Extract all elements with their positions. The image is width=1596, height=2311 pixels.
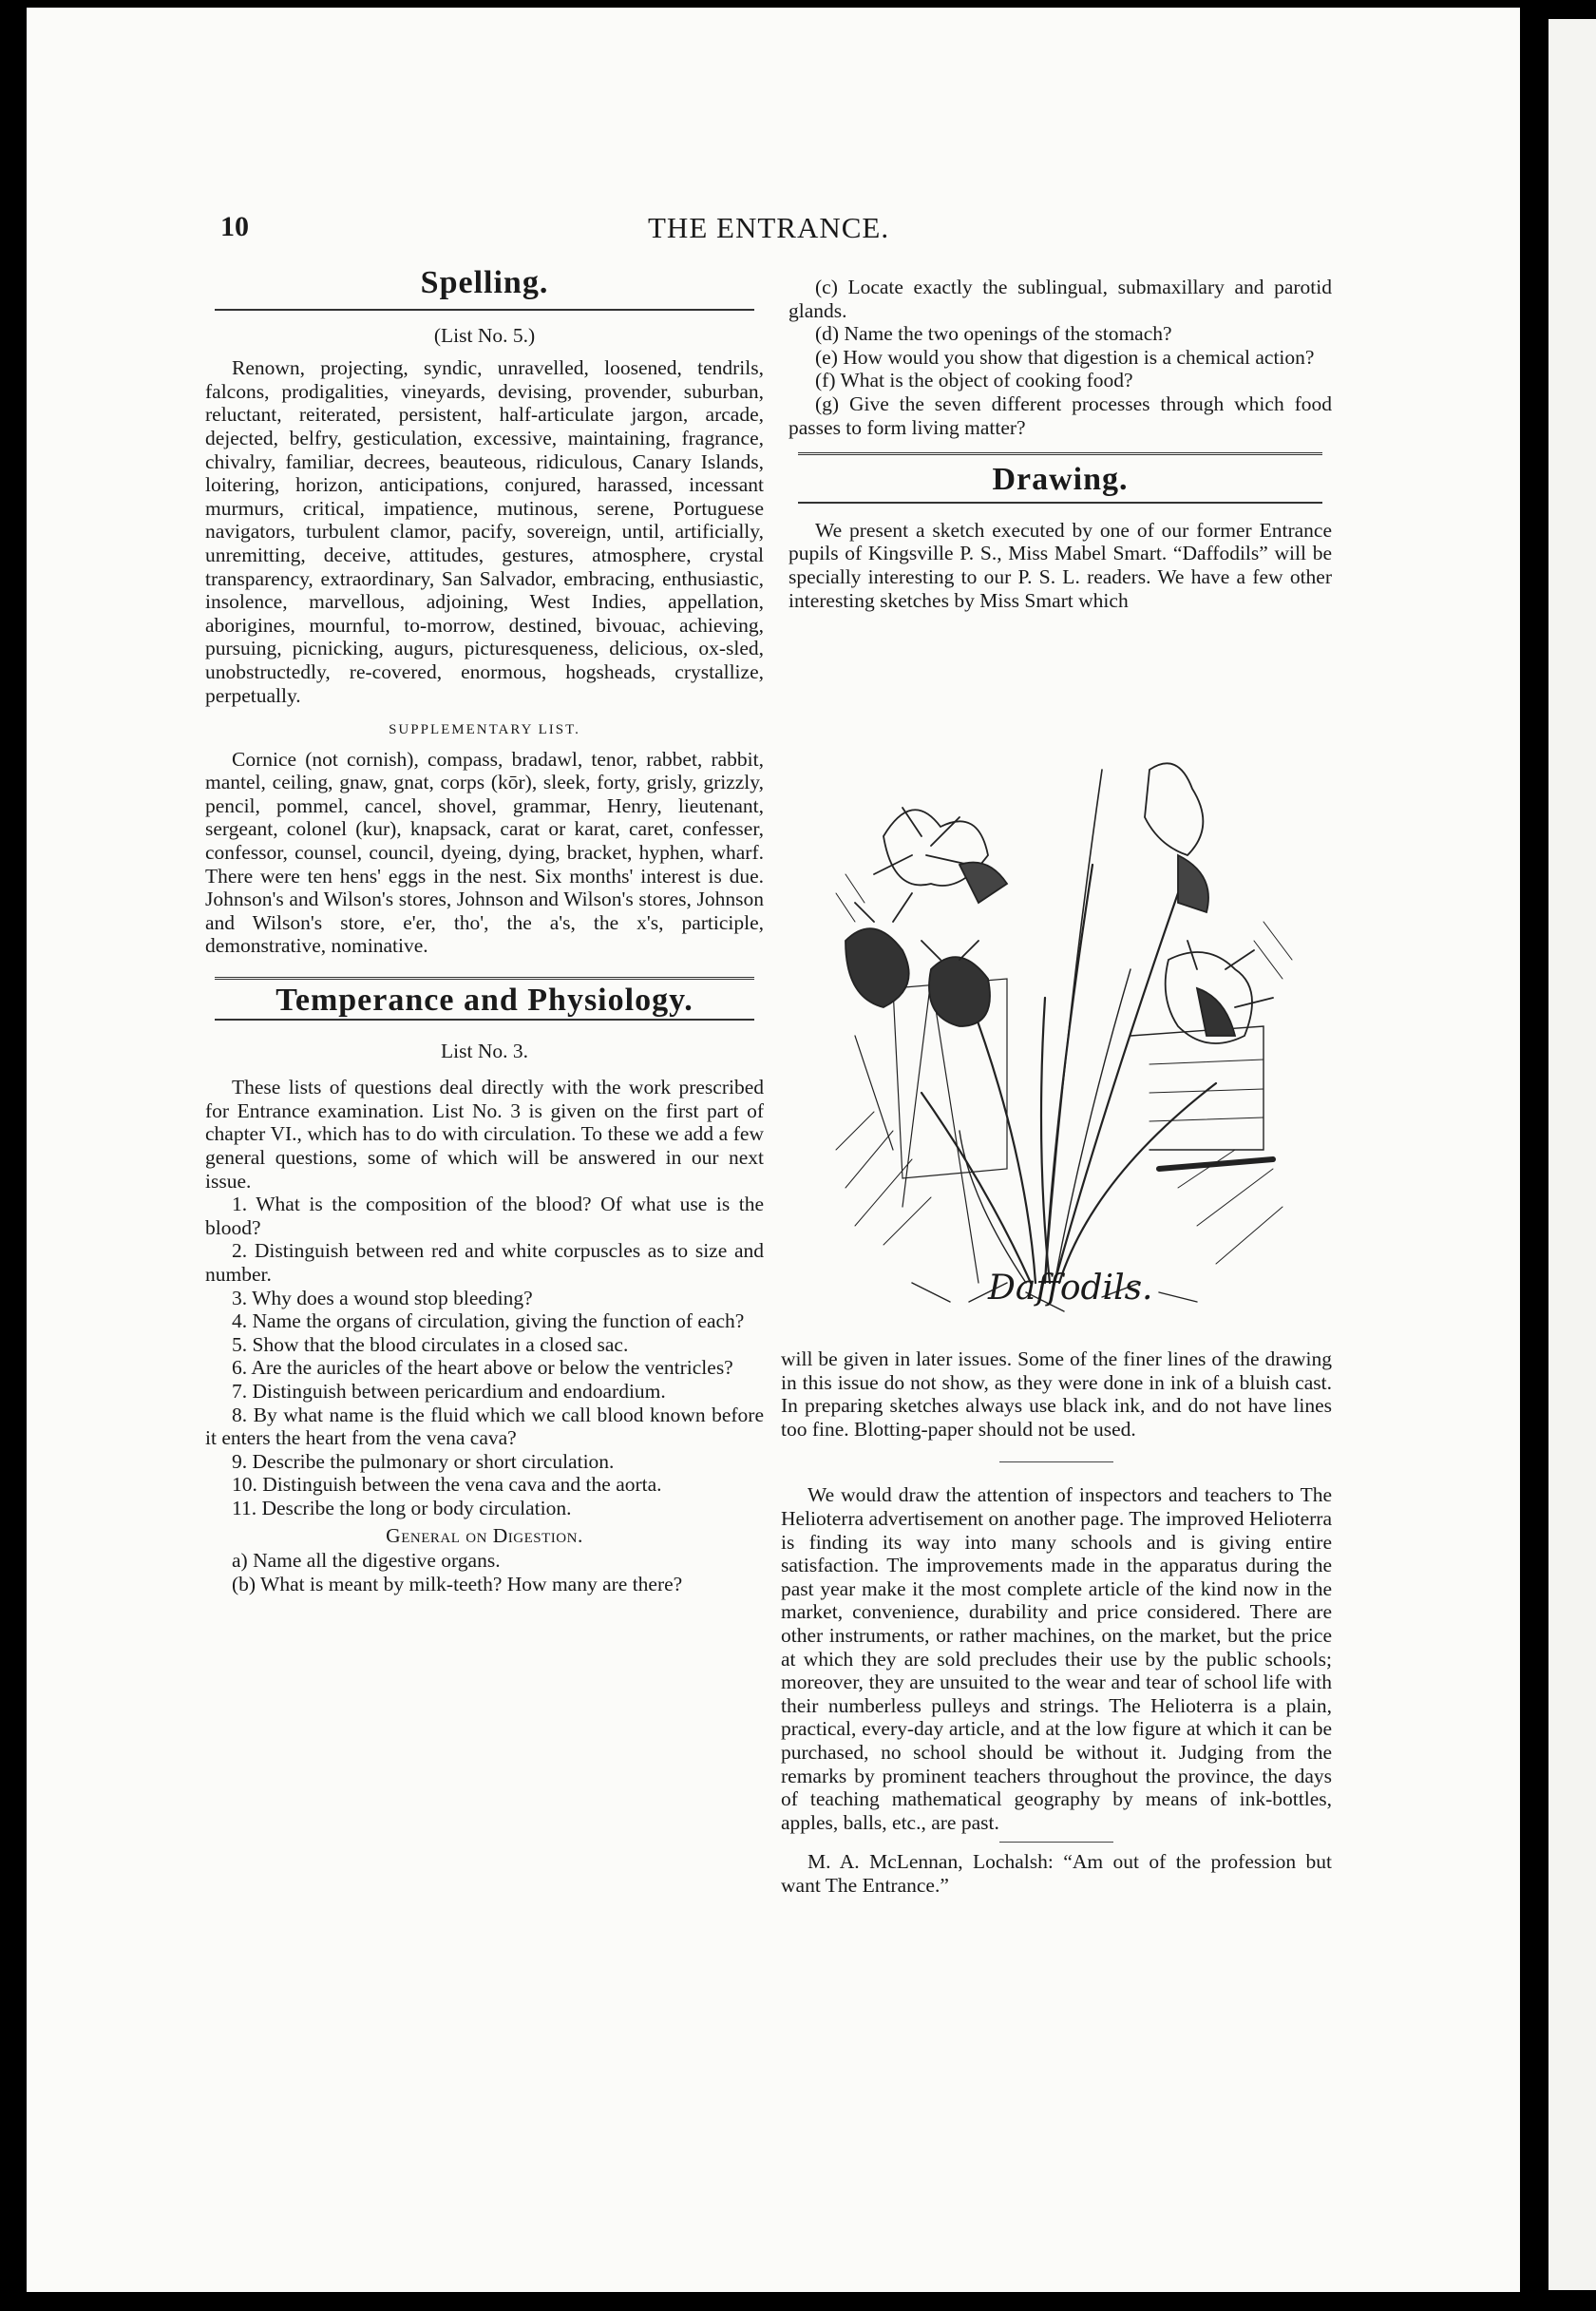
question-4: 4. Name the organs of circulation, giving the function of each? xyxy=(232,1309,745,1333)
digestion-heading: General on Digestion. xyxy=(386,1523,583,1547)
digestion-question-e: (e) How would you show that digestion is a chemical action? xyxy=(815,345,1315,369)
question-3: 3. Why does a wound stop bleeding? xyxy=(232,1286,533,1309)
digestion-question-a: a) Name all the digestive organs. xyxy=(232,1549,501,1573)
question-10: 10. Distinguish between the vena cava and the aorta. xyxy=(232,1473,662,1497)
right-column-bottom xyxy=(781,1347,1332,1897)
left-column xyxy=(205,264,764,1595)
supplementary-heading: SUPPLEMENTARY LIST. xyxy=(389,722,580,738)
drawing-divider xyxy=(798,452,1322,455)
question-11: 11. Describe the long or body circulation. xyxy=(232,1496,572,1519)
spelling-rule xyxy=(215,309,754,311)
digestion-question-c: (c) Locate exactly the sublingual, submaxillary and parotid glands. xyxy=(788,276,1332,322)
right-column xyxy=(788,276,1332,612)
question-8: 8. By what name is the fluid which we call blood known before it enters the heart from the vena cava? xyxy=(205,1403,764,1450)
digestion-question-d: (d) Name the two openings of the stomach? xyxy=(815,322,1172,346)
spelling-word-list: Renown, projecting, syndic, unravelled, loosened, tendrils, falcons, prodigalities, vineyards, devising, provender, suburban, reluctant, reiterated, persistent, half-articulate jargon, arcade, dejected, belfry, gesticulation, excessive, maintaining, fragrance, chivalry, familiar, decrees, beauteous, ridiculous, Canary Islands, loitering, horizon, anticipations, conjured, harassed, incessant murmurs, critical, impatience, mutinous, serene, Portuguese navigators, turbulent clamor, pacify, sovereign, until, artificially, unremitting, deceive, attitudes, gestures, atmosphere, crystal transparency, extraordinary, San Salvador, embracing, enthusiastic, insolence, marvellous, adjoining, West Indies, appellation, aborigines, mournful, to-morrow, destined, bivouac, achieving, pursuing, picnicking, augurs, picturesqueness, delicious, ox-sled, unobstructedly, re-covered, enormous, hogsheads, crystallize, perpetually. xyxy=(205,356,764,707)
running-head xyxy=(220,211,1332,249)
spelling-heading: Spelling. xyxy=(420,265,549,300)
question-7: 7. Distinguish between pericardium and endoardium. xyxy=(232,1379,666,1403)
testimonial: M. A. McLennan, Lochalsh: “Am out of the profession but want The Entrance.” xyxy=(781,1850,1332,1897)
digestion-question-b: (b) What is meant by milk-teeth? How many are there? xyxy=(232,1572,683,1595)
helioterra-notice: We would draw the attention of inspectors and teachers to The Helioterra advertisement on another page. The improved Helioterra is finding its way into many schools and is giving entire satisfaction. The improvements made in the apparatus during the past year make it the most complete article of the kind now in the market, convenience, durability and price considered. There are other instruments, or rather machines, on the market, but the price at which they are sold precludes their use by the public schools; moreover, they are unsuited to the wear and tear of school life with their numberless pulleys and strings. The Helioterra is a plain, practical, every-day article, and at the low figure at which it can be purchased, no school should be without it. Judging from the remarks by prominent teachers throughout the province, the days of teaching mathematical geography by means of ink-bottles, apples, balls, etc., are past. xyxy=(781,1483,1332,1834)
testimonial-rule xyxy=(999,1842,1113,1843)
drawing-heading: Drawing. xyxy=(992,462,1129,498)
drawing-rule xyxy=(798,502,1322,504)
digestion-question-g: (g) Give the seven different processes through which food passes to form living matter? xyxy=(788,392,1332,439)
question-2: 2. Distinguish between red and white corpuscles as to size and number. xyxy=(205,1239,764,1286)
sketch-caption: Daffodils. xyxy=(988,1269,1153,1308)
temperance-list-label: List No. 3. xyxy=(441,1039,528,1062)
journal-title: THE ENTRANCE. xyxy=(648,211,890,244)
helioterra-rule xyxy=(999,1461,1113,1462)
temperance-rule xyxy=(215,1019,754,1021)
question-5: 5. Show that the blood circulates in a closed sac. xyxy=(232,1332,629,1356)
question-9: 9. Describe the pulmonary or short circulation. xyxy=(232,1449,615,1473)
drawing-intro: We present a sketch executed by one of our former Entrance pupils of Kingsville P. S., Miss Mabel Smart. “Daffodils” will be specially interesting to our P. S. L. readers. We have a few other interesting sketches by Miss Smart which xyxy=(788,518,1332,612)
spelling-list-label: (List No. 5.) xyxy=(433,323,536,347)
page-number: 10 xyxy=(220,211,249,242)
temperance-intro: These lists of questions deal directly with the work prescribed for Entrance examination. List No. 3 is given on the first part of chapter VI., which has to do with circulation. To these we add a few general questions, some of which will be answered in our next issue. xyxy=(205,1076,764,1193)
question-1: 1. What is the composition of the blood? Of what use is the blood? xyxy=(205,1193,764,1239)
question-6: 6. Are the auricles of the heart above or below the ventricles? xyxy=(232,1356,733,1380)
daffodils-sketch xyxy=(817,751,1330,1321)
next-page-edge xyxy=(1520,0,1596,2311)
supplementary-word-list: Cornice (not cornish), compass, bradawl, tenor, rabbet, rabbit, mantel, ceiling, gnaw, gnat, corps (kōr), sleek, forty, grisly, grizzly, pencil, pommel, cancel, shovel, grammar, Henry, lieutenant, sergeant, colonel (kur), knapsack, carat or karat, caret, confesser, confessor, counsel, council, dyeing, dying, bracket, hyphen, wharf. There were ten hens' eggs in the nest. Six months' interest is due. Johnson's and Wilson's stores, Johnson and Wilson's stores, Johnson and Wilson's store, e'er, tho', the a's, the x's, participle, demonstrative, nominative. xyxy=(205,747,764,958)
section-divider xyxy=(215,977,754,980)
temperance-heading: Temperance and Physiology. xyxy=(276,983,694,1019)
drawing-continued: will be given in later issues. Some of the finer lines of the drawing in this issue do not show, as they were done in ink of a bluish cast. In preparing sketches always use black ink, and do not have lines too fine. Blotting-paper should not be used. xyxy=(781,1347,1332,1441)
digestion-question-f: (f) What is the object of cooking food? xyxy=(815,369,1133,392)
